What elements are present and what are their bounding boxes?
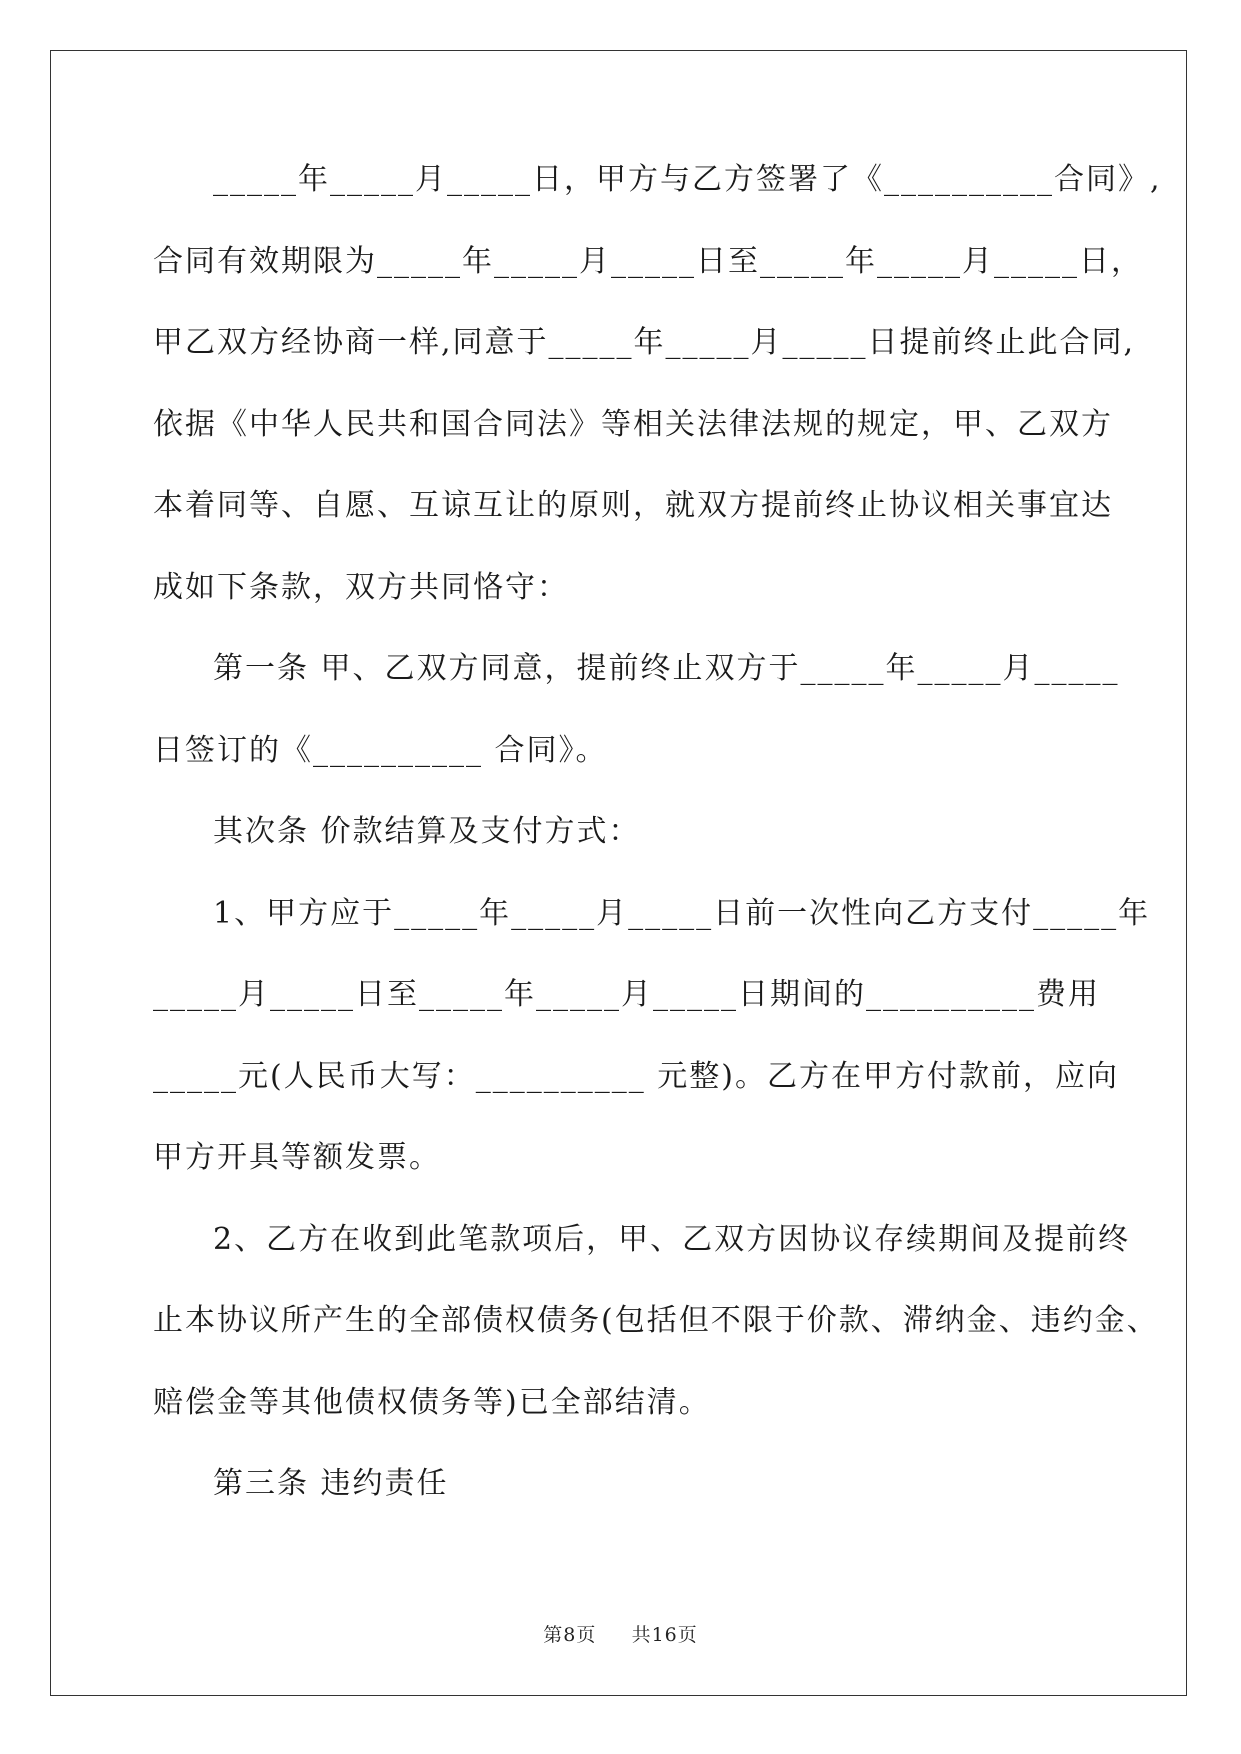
article-heading-line: 第一条 甲、乙双方同意，提前终止双方于_____年_____月_____: [213, 651, 1120, 686]
page-total: 共16页: [631, 1624, 698, 1646]
page-number: 第8页: [543, 1624, 597, 1646]
article-heading-line: 第三条 违约责任: [213, 1466, 449, 1501]
clause-line: 1、甲方应于_____年_____月_____日前一次性向乙方支付_____年: [213, 895, 1151, 931]
paragraph-line: 依据《中华人民共和国合同法》等相关法律法规的规定，甲、乙双方: [153, 406, 1113, 442]
paragraph-line: _____年_____月_____日，甲方与乙方签署了《__________合同》,: [213, 162, 1162, 197]
paragraph-line: 赔偿金等其他债权债务等)已全部结清。: [153, 1384, 711, 1420]
paragraph-line: 合同有效期限为_____年_____月_____日至_____年_____月_____日，: [153, 243, 1143, 279]
paragraph-line: 日签订的《__________ 合同》。: [153, 732, 608, 768]
paragraph-line: 成如下条款，双方共同恪守：: [153, 569, 569, 605]
page-footer: [0, 1620, 1241, 1647]
document-body: [153, 160, 1162, 1546]
article-heading-line: 其次条 价款结算及支付方式：: [213, 814, 641, 849]
paragraph-line: _____元(人民币大写：__________ 元整)。乙方在甲方付款前，应向: [153, 1058, 1119, 1094]
paragraph-line: 甲方开具等额发票。: [153, 1140, 441, 1175]
paragraph-line: 止本协议所产生的全部债权债务(包括但不限于价款、滞纳金、违约金、: [153, 1303, 1159, 1338]
paragraph-line: _____月_____日至_____年_____月_____日期间的__________费用: [153, 977, 1100, 1012]
clause-line: 2、乙方在收到此笔款项后，甲、乙双方因协议存续期间及提前终: [213, 1221, 1131, 1257]
paragraph-line: 本着同等、自愿、互谅互让的原则，就双方提前终止协议相关事宜达: [153, 488, 1113, 523]
paragraph-line: 甲乙双方经协商一样,同意于_____年_____月_____日提前终止此合同,: [153, 325, 1136, 360]
